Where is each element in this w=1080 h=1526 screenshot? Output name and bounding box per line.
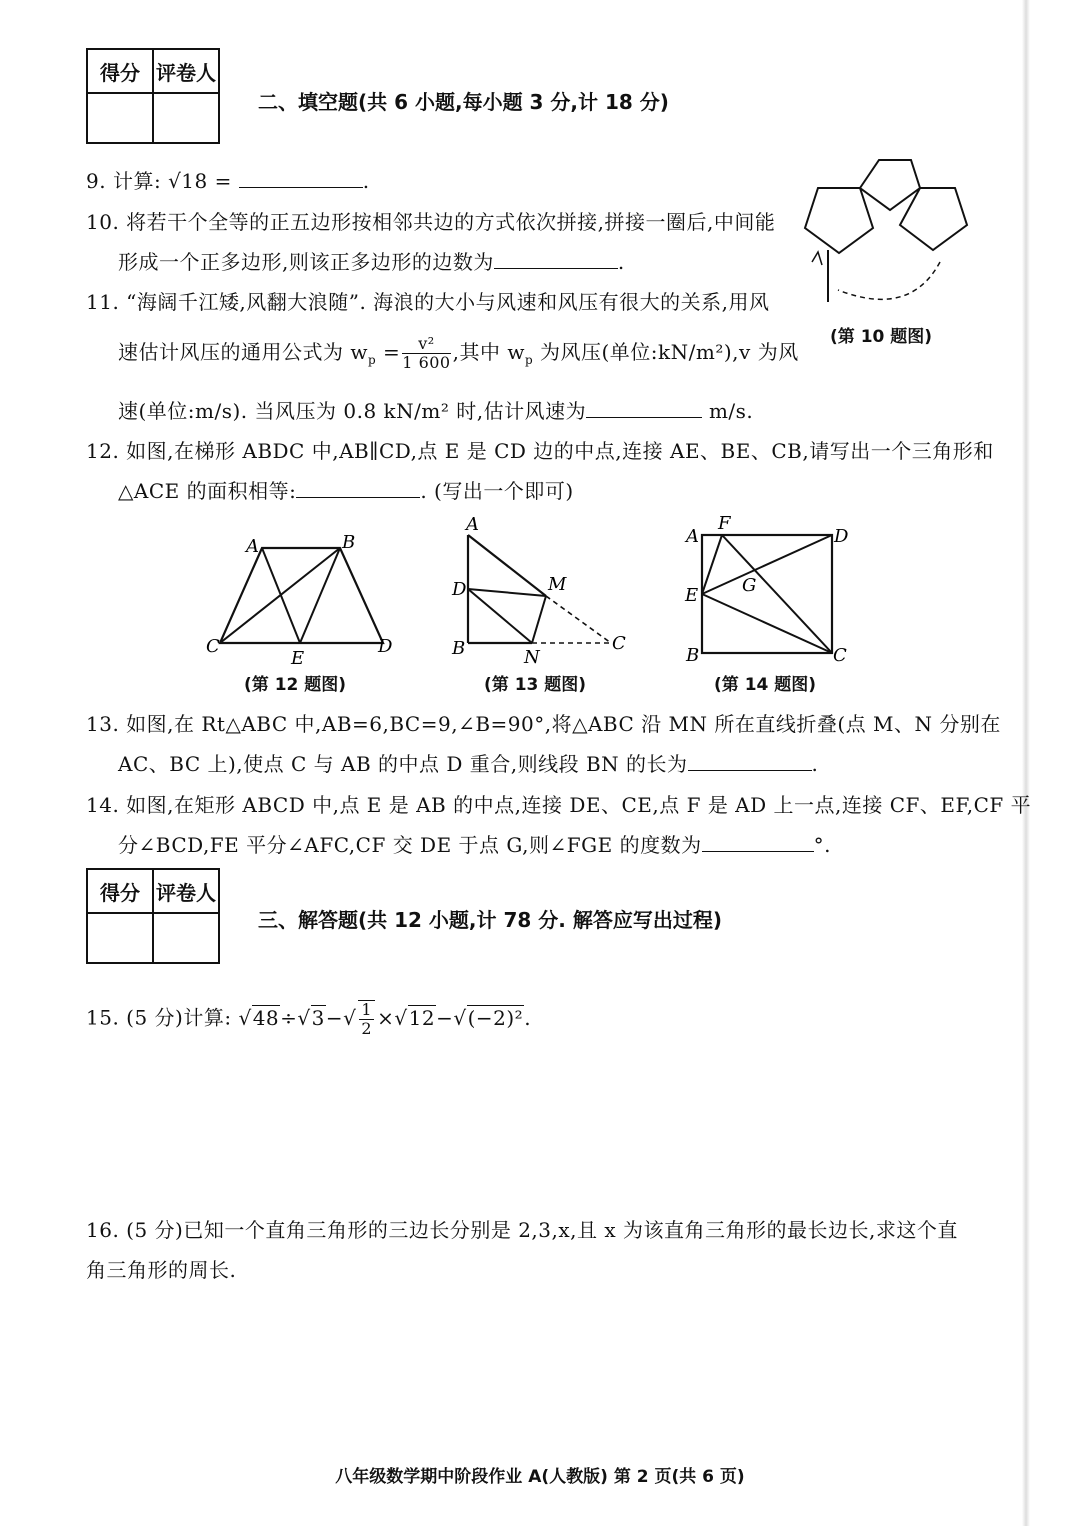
page-edge-shadow [1022,0,1030,1526]
q13-line2 [118,748,818,777]
score-table-section3 [86,868,220,964]
q11-line1: 11. “海阔千江矮,风翻大浪随”. 海浪的大小与风速和风压有很大的关系,用风 [86,290,770,314]
q10-figure [800,150,975,320]
q13-line2-text: AC、BC 上),使点 C 与 AB 的中点 D 重合,则线段 BN 的长为 [118,752,688,776]
q14-label-F: F [718,515,731,534]
q14-segment-EF [702,535,722,594]
q9-answer-blank[interactable] [239,167,363,188]
q11-subscript-p: p [367,353,377,367]
q14-rectangle [702,535,832,653]
q10-period: . [617,250,625,274]
grader-header-label: 评卷人 [153,869,219,913]
q12-label-A: A [246,536,259,557]
q15-sqrt-3: 3 [311,1005,325,1030]
q15-minus-2: − [436,1005,454,1030]
q16-line1: 16. (5 分)已知一个直角三角形的三边长分别是 2,3,x,且 x 为该直角三角形的最长边长,求这个直 [86,1218,958,1242]
q15-sqrt-neg2-squared: (−2)² [467,1005,524,1030]
q10-line2-text: 形成一个正多边形,则该正多边形的边数为 [118,250,494,274]
q14-label-E: E [685,585,699,606]
q13-line1: 13. 如图,在 Rt△ABC 中,AB=6,BC=9,∠B=90°,将△ABC 沿 MN 所在直线折叠(点 M、N 分别在 [86,712,1001,736]
q9-sqrt: √18 [168,169,208,193]
q13-label-N: N [524,647,540,668]
q15-sqrt-12: 12 [408,1005,436,1030]
q15-half-den: 2 [361,1019,373,1038]
q11-frac-num: v² [402,335,450,354]
q14-segment-CE [702,594,832,653]
q15-period: . [524,1005,532,1030]
q15-times: × [377,1005,395,1030]
q13-caption: (第 13 题图) [484,675,587,695]
q12-label-B: B [342,532,356,553]
q9-period: . [362,169,370,193]
q13-side-AM [468,535,546,596]
q10-pentagon-left [805,188,873,253]
q14-figure [684,515,864,670]
q13-dashed-MC [546,596,611,643]
q14-label-D: D [834,526,849,547]
question-15 [86,1000,531,1038]
q14-answer-blank[interactable] [702,831,814,852]
page-footer: 八年级数学期中阶段作业 A(人教版) 第 2 页(共 6 页) [335,1467,745,1487]
q12-label-D: D [378,636,393,657]
q15-expression: √48÷√3−√ $\frac{1}{2}$ ×√12−√(−2)². [238,1000,532,1038]
q15-half-num: 1 [361,1000,373,1019]
q13-answer-blank[interactable] [688,750,812,771]
section3-title: 三、解答题(共 12 小题,计 78 分. 解答应写出过程) [258,908,722,932]
q10-dashed-arc [838,262,940,299]
q12-line2 [118,475,574,504]
q14-segment-DE [702,535,832,594]
section2-title: 二、填空题(共 6 小题,每小题 3 分,计 18 分) [258,90,669,114]
q13-label-C: C [612,633,626,654]
score-cell [87,93,153,143]
q10-caption: (第 10 题图) [830,327,933,347]
q11-answer-blank[interactable] [586,397,702,418]
q12-trapezoid [220,548,383,643]
q15-sqrt-48: 48 [252,1005,280,1030]
q11-fraction [402,335,450,372]
q9-number: 9. [86,169,107,193]
q15-sqrt-half [358,1000,375,1038]
q14-line2 [118,829,831,858]
grader-cell [153,913,219,963]
q13-period: . [811,752,819,776]
q13-segment-DN [468,589,532,643]
q13-label-D: D [452,579,467,600]
q15-minus-1: − [325,1005,344,1030]
q12-label-E: E [291,648,305,668]
q13-label-M: M [548,574,567,595]
q11-line3 [118,395,753,424]
q14-segment-CF [722,535,832,653]
q12-figure [200,528,405,668]
score-table-section2 [86,48,220,144]
q12-label-C: C [206,636,220,657]
grader-header-label: 评卷人 [153,49,219,93]
q11-line3-text: 速(单位:m/s). 当风压为 0.8 kN/m² 时,估计风速为 [118,399,587,423]
q14-line2-text: 分∠BCD,FE 平分∠AFC,CF 交 DE 于点 G,则∠FGE 的度数为 [118,833,702,857]
q14-line1: 14. 如图,在矩形 ABCD 中,点 E 是 AB 的中点,连接 DE、CE,点 F 是 AD 上一点,连接 CF、EF,CF 平 [86,793,1032,817]
q14-label-G: G [742,575,757,596]
question-9 [86,165,370,194]
q12-note: . (写出一个即可) [420,479,574,503]
q10-pentagon-middle [860,160,920,210]
q12-line2-text: △ACE 的面积相等: [118,479,297,503]
q10-line2 [118,246,625,275]
q13-label-B: B [452,638,466,659]
q13-segment-MN [532,596,546,643]
q11-equals: = [376,340,401,364]
score-header-label: 得分 [87,49,153,93]
grader-cell [153,93,219,143]
q10-line1: 10. 将若干个全等的正五边形按相邻共边的方式依次拼接,拼接一圈后,中间能 [86,210,776,234]
q9-expression [168,169,239,193]
score-cell [87,913,153,963]
q11-formula-intro: 速估计风压的通用公式为 w [118,340,368,364]
q11-where: ,其中 w [452,340,525,364]
q12-caption: (第 12 题图) [244,675,347,695]
q10-arrowhead [812,252,822,265]
q16-line2: 角三角形的周长. [86,1258,237,1282]
q15-divide: ÷ [280,1005,298,1030]
q14-degree: °. [813,833,831,857]
q11-units: 为风压(单位:kN/m²),v 为风 [533,340,799,364]
score-header-label: 得分 [87,869,153,913]
q11-subscript-p-2: p [524,353,534,367]
q11-line2 [118,335,799,372]
q12-answer-blank[interactable] [296,477,420,498]
q11-unit: m/s. [708,399,754,423]
q10-answer-blank[interactable] [494,248,618,269]
q13-figure [448,510,638,668]
q12-segment-BE [300,548,340,643]
q13-segment-DM [468,589,546,596]
q13-label-A: A [466,514,479,535]
q12-line1: 12. 如图,在梯形 ABDC 中,AB∥CD,点 E 是 CD 边的中点,连接 AE、BE、CB,请写出一个三角形和 [86,439,994,463]
q14-caption: (第 14 题图) [714,675,817,695]
q14-label-C: C [833,645,847,666]
q9-equals: = [214,169,232,193]
q14-label-A: A [686,526,699,547]
q15-prefix: 15. (5 分)计算: [86,1005,232,1030]
q10-pentagon-right [900,188,967,250]
q9-text: 计算: [112,169,162,193]
q11-frac-den: 1 600 [402,353,451,372]
q12-segment-CB [220,548,340,643]
q14-label-B: B [686,645,700,666]
